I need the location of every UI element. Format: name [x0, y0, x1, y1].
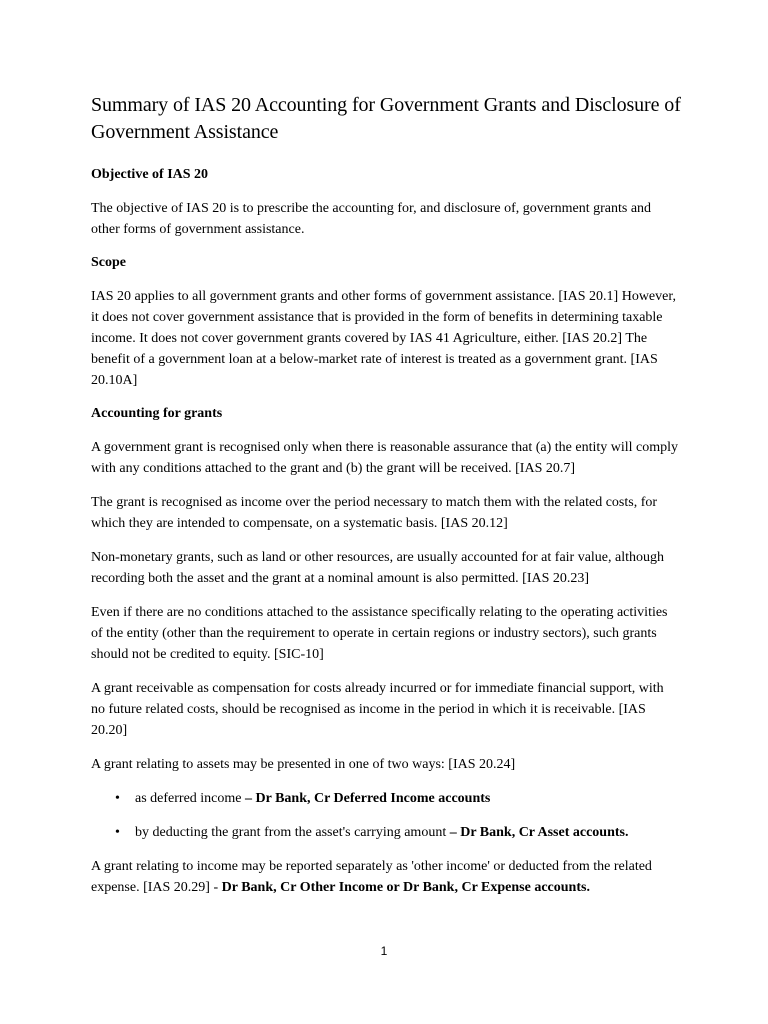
paragraph-income-grants: [91, 856, 681, 898]
list-item: [91, 822, 681, 843]
heading-scope: Scope: [91, 255, 126, 270]
document-page: [91, 92, 681, 911]
paragraph-equity: Even if there are no conditions attached to the assistance specifically relating to the operating activities of the entity (other than the requirement to operate in certain regions or industry sectors), such grants should not be credited to equity. [SIC-10]: [91, 605, 668, 662]
paragraph-scope: IAS 20 applies to all government grants and other forms of government assistance. [IAS 20.1] However, it does not cover government assistance that is provided in the form of benefits in determining taxable income. It does not cover government grants covered by IAS 41 Agriculture, either. [IAS 20.2] The benefit of a government loan at a below-market rate of interest is treated as a government grant. [IAS 20.10A]: [91, 289, 676, 388]
bullet-entry: – Dr Bank, Cr Asset accounts.: [449, 825, 629, 840]
heading-objective: Objective of IAS 20: [91, 167, 209, 182]
paragraph-non-monetary: Non-monetary grants, such as land or other resources, are usually accounted for at fair value, although recording both the asset and the grant at a nominal amount is also permitted. [IAS 20.23]: [91, 550, 665, 586]
paragraph-receivable: A grant receivable as compensation for costs already incurred or for immediate financial support, with no future related costs, should be recognised as income in the period in which it is receivable. [IAS 20.20]: [91, 681, 664, 738]
bullet-entry: – Dr Bank, Cr Deferred Income accounts: [245, 791, 491, 806]
document-title: Summary of IAS 20 Accounting for Government Grants and Disclosure of Government Assistance: [91, 94, 681, 143]
paragraph-income-period: The grant is recognised as income over the period necessary to match them with the related costs, for which they are intended to compensate, on a systematic basis. [IAS 20.12]: [91, 495, 658, 531]
presentation-options-list: [91, 788, 681, 843]
paragraph-objective: The objective of IAS 20 is to prescribe the accounting for, and disclosure of, government grants and other forms of government assistance.: [91, 201, 652, 237]
heading-accounting-for-grants: Accounting for grants: [91, 406, 223, 421]
bullet-text: by deducting the grant from the asset's carrying amount: [135, 825, 450, 840]
bullet-marker: •: [115, 825, 120, 840]
paragraph-assets-presentation: A grant relating to assets may be presented in one of two ways: [IAS 20.24]: [91, 757, 516, 772]
paragraph-income-grants-text: A grant relating to income may be reported separately as 'other income' or deducted from the related expense. [IAS 20.29] -: [91, 859, 652, 895]
paragraph-income-grants-entry: Dr Bank, Cr Other Income or Dr Bank, Cr Expense accounts.: [221, 880, 590, 895]
list-item: [91, 788, 681, 809]
bullet-marker: •: [115, 791, 120, 806]
paragraph-recognition: A government grant is recognised only when there is reasonable assurance that (a) the entity will comply with any conditions attached to the grant and (b) the grant will be received. [IAS 20.7]: [91, 440, 679, 476]
page-number: 1: [380, 944, 388, 958]
bullet-text: as deferred income: [135, 791, 245, 806]
